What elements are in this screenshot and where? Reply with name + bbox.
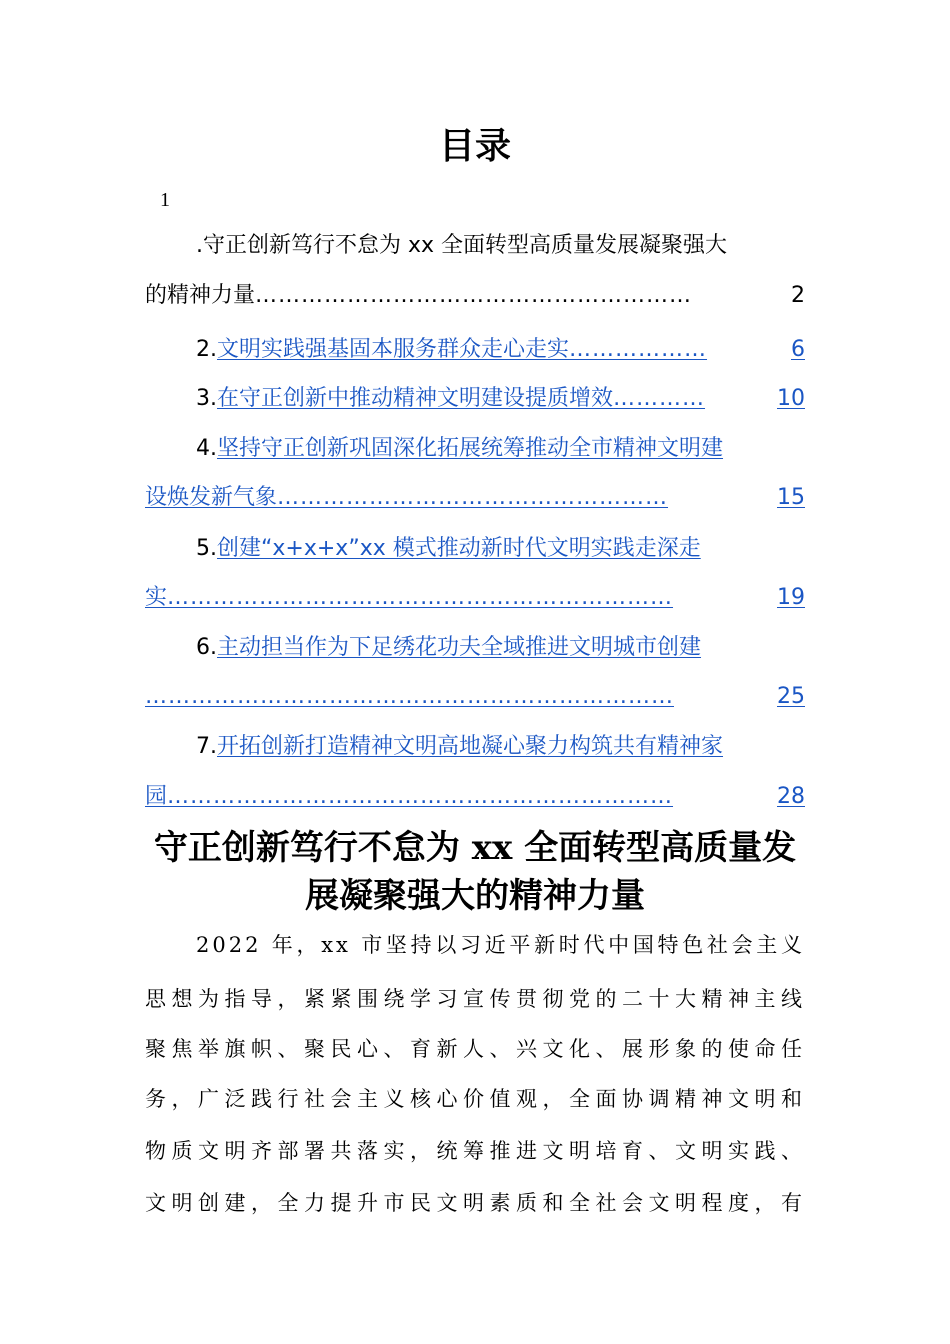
toc-item-6-line1[interactable]	[196, 628, 805, 668]
toc-item-1-title-cont: 的精神力量	[145, 283, 256, 308]
toc-item-5-page: 19	[777, 585, 805, 610]
toc-item-3-number: 3.	[196, 386, 217, 411]
toc-item-1-line2[interactable]	[145, 276, 805, 316]
toc-item-5-title-cont: 实	[145, 585, 168, 610]
toc-item-7-title-cont: 园	[145, 784, 168, 809]
toc-item-4-number: 4.	[196, 436, 217, 461]
toc-item-7-title: 开拓创新打造精神文明高地凝心聚力构筑共有精神家	[217, 734, 724, 759]
body-line-3: 聚焦举旗帜、聚民心、育新人、兴文化、展形象的使命任	[145, 1037, 805, 1061]
article-title-line2: 展凝聚强大的精神力量	[305, 876, 645, 916]
toc-item-5-leader: …………………………………………………………	[167, 585, 674, 610]
toc-item-3-leader: …………	[613, 386, 706, 411]
toc-item-2-leader: ………………	[569, 337, 708, 362]
toc-item-3-page: 10	[777, 386, 805, 411]
toc-item-2-title: 文明实践强基固本服务群众走心走实	[217, 337, 570, 362]
toc-item-5-line1[interactable]	[196, 529, 805, 569]
toc-item-4-line2[interactable]	[145, 478, 805, 518]
body-line-4: 务，广泛践行社会主义核心价值观，全面协调精神文明和	[145, 1087, 805, 1111]
toc-item-7-line1[interactable]	[196, 727, 805, 767]
toc-item-6-leader: ……………………………………………………………	[145, 684, 674, 709]
toc-item-5-line2[interactable]	[145, 578, 805, 618]
toc-title: 目录	[438, 125, 511, 167]
toc-item-6-number: 6.	[196, 635, 217, 660]
toc-item-7-line2[interactable]	[145, 777, 805, 817]
toc-item-7-page: 28	[777, 784, 805, 809]
toc-item-4-title-cont: 设焕发新气象	[145, 485, 278, 510]
toc-item-7-number: 7.	[196, 734, 217, 759]
toc-item-7-leader: …………………………………………………………	[167, 784, 674, 809]
toc-item-2-page: 6	[791, 337, 805, 362]
toc-item-6-line2[interactable]	[145, 677, 805, 717]
article-title-line1: 守正创新笃行不怠为 xx 全面转型高质量发	[153, 828, 797, 868]
toc-item-1-title: .守正创新笃行不怠为 xx 全面转型高质量发展凝聚强大	[196, 233, 728, 258]
toc-item-5-number: 5.	[196, 536, 217, 561]
toc-item-4-title: 坚持守正创新巩固深化拓展统筹推动全市精神文明建	[217, 436, 724, 461]
toc-item-2[interactable]	[196, 330, 805, 370]
toc-item-1-page: 2	[791, 283, 805, 308]
toc-item-6-page: 25	[777, 684, 805, 709]
toc-item-1-line1[interactable]	[196, 226, 805, 266]
body-line-5: 物质文明齐部署共落实，统筹推进文明培育、文明实践、	[145, 1139, 805, 1163]
toc-item-1-leader: …………………………………………………	[255, 283, 693, 308]
toc-item-4-line1[interactable]	[196, 429, 805, 469]
body-line-2: 思想为指导，紧紧围绕学习宣传贯彻党的二十大精神主线	[145, 987, 805, 1011]
toc-item-3-title: 在守正创新中推动精神文明建设提质增效	[217, 386, 614, 411]
body-line-6: 文明创建，全力提升市民文明素质和全社会文明程度，有	[145, 1191, 805, 1215]
toc-item-4-leader: ……………………………………………	[277, 485, 669, 510]
toc-item-2-number: 2.	[196, 337, 217, 362]
toc-item-1-number: 1	[160, 189, 170, 211]
toc-item-3[interactable]	[196, 379, 805, 419]
toc-item-5-title: 创建“x+x+x”xx 模式推动新时代文明实践走深走	[217, 536, 701, 561]
toc-item-4-page: 15	[777, 485, 805, 510]
body-line-1: 2022 年，xx 市坚持以习近平新时代中国特色社会主义	[196, 933, 805, 957]
toc-item-6-title: 主动担当作为下足绣花功夫全域推进文明城市创建	[217, 635, 702, 660]
